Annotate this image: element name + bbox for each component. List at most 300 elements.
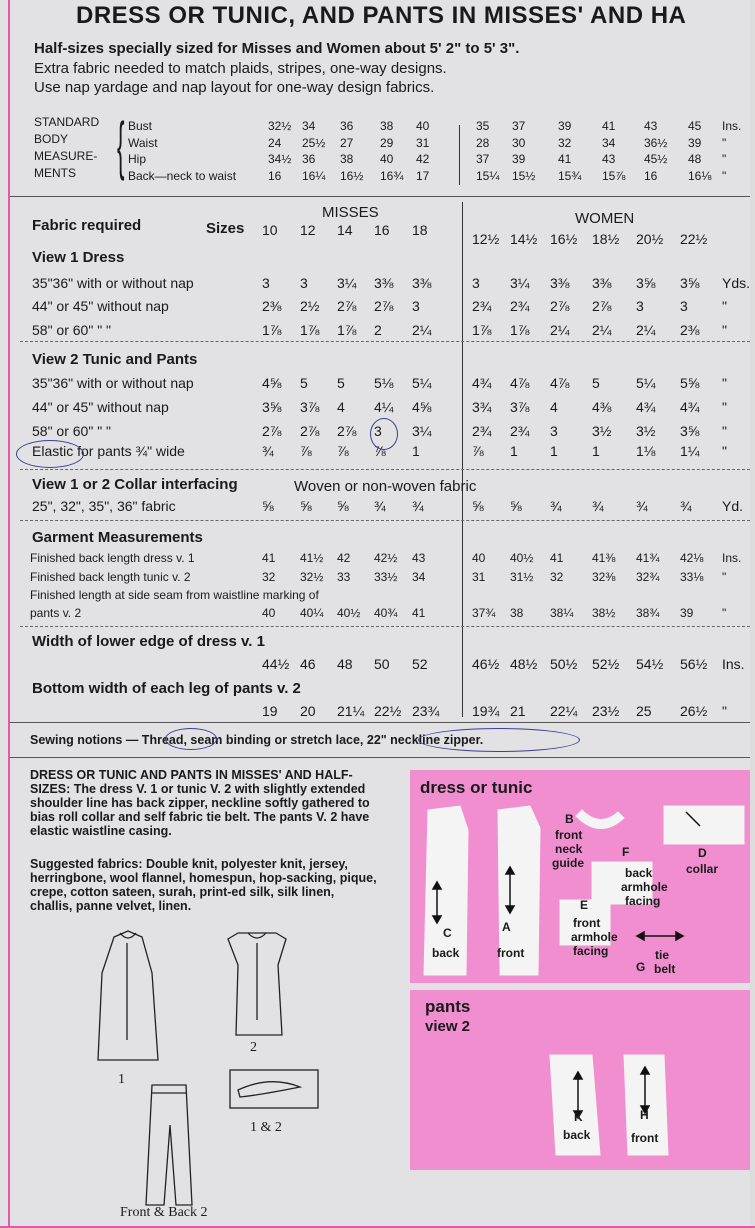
bm-label-2: BODY bbox=[34, 132, 69, 146]
women-value: 2⅜ bbox=[680, 322, 700, 338]
piece-B-name-3: guide bbox=[552, 856, 584, 870]
women-value: 40 bbox=[472, 551, 486, 565]
women-value: 15¾ bbox=[558, 169, 582, 183]
women-value: ¾ bbox=[550, 498, 562, 514]
women-value: 16⅛ bbox=[688, 169, 712, 183]
row-label: Elastic for pants ¾" wide bbox=[32, 443, 185, 459]
piece-G-name-1: tie bbox=[655, 948, 670, 962]
women-value: 39 bbox=[688, 136, 702, 150]
row-label: Waist bbox=[128, 136, 158, 150]
women-value: ¾ bbox=[592, 498, 604, 514]
piece-B-letter: B bbox=[565, 812, 574, 826]
women-value: 2¼ bbox=[550, 322, 570, 338]
women-value: 19¾ bbox=[472, 703, 500, 719]
women-value: 2⅞ bbox=[550, 298, 570, 314]
women-value: 48½ bbox=[510, 656, 538, 672]
pants-pieces-title: pants bbox=[425, 997, 471, 1016]
unit: " bbox=[722, 606, 727, 620]
women-value: 2¾ bbox=[472, 423, 492, 439]
piece-C-name: back bbox=[432, 946, 460, 960]
misses-value: 41 bbox=[412, 606, 426, 620]
misses-value: 5 bbox=[300, 375, 308, 391]
piece-E-name-1: front bbox=[573, 916, 601, 930]
women-value: 3⅞ bbox=[510, 399, 530, 415]
women-value: 45½ bbox=[644, 152, 668, 166]
women-value: 22¼ bbox=[550, 703, 578, 719]
women-value: ¾ bbox=[636, 498, 648, 514]
misses-value: 38 bbox=[340, 152, 354, 166]
misses-value: 4⅝ bbox=[262, 375, 282, 391]
women-size: 20½ bbox=[636, 231, 664, 247]
misses-value: 3¼ bbox=[337, 275, 357, 291]
misses-value: 27 bbox=[340, 136, 354, 150]
women-value: 41 bbox=[550, 551, 564, 565]
women-value: 15½ bbox=[512, 169, 536, 183]
row-label: Hip bbox=[128, 152, 147, 166]
women-value: 39 bbox=[558, 119, 572, 133]
unit: " bbox=[722, 703, 727, 719]
women-value: ⅝ bbox=[472, 498, 484, 514]
misses-value: 43 bbox=[412, 551, 426, 565]
misses-value: 4⅝ bbox=[412, 399, 432, 415]
misses-value: 34 bbox=[302, 119, 316, 133]
misses-value: 3 bbox=[300, 275, 308, 291]
women-value: 38¼ bbox=[550, 606, 574, 620]
misses-value: 4¼ bbox=[374, 399, 394, 415]
misses-value: ¾ bbox=[412, 498, 424, 514]
row-label: 58" or 60" " " bbox=[32, 322, 112, 338]
piece-C-letter: C bbox=[443, 926, 452, 940]
piece-A-letter: A bbox=[502, 920, 511, 934]
misses-value: 24 bbox=[268, 136, 282, 150]
row-label: Bust bbox=[128, 119, 153, 133]
sketch-label-dress: 1 bbox=[118, 1072, 125, 1087]
women-value: 43 bbox=[602, 152, 616, 166]
misses-value: 52 bbox=[412, 656, 428, 672]
rule-7 bbox=[10, 757, 750, 758]
bm-label-4: MENTS bbox=[34, 166, 76, 180]
row-label: Finished back length dress v. 1 bbox=[30, 551, 195, 565]
women-value: 32¾ bbox=[636, 570, 660, 584]
misses-value: 2⅞ bbox=[337, 423, 357, 439]
women-value: 39 bbox=[680, 606, 694, 620]
misses-value: 29 bbox=[380, 136, 394, 150]
misses-value: ¾ bbox=[374, 498, 386, 514]
women-value: 39 bbox=[512, 152, 526, 166]
row-label: pants v. 2 bbox=[30, 606, 82, 620]
misses-value: 20 bbox=[300, 703, 316, 719]
misses-value: 1⅞ bbox=[300, 322, 320, 338]
ink-circle-thread bbox=[165, 728, 217, 750]
misses-value: 16¼ bbox=[302, 169, 326, 183]
women-value: 40½ bbox=[510, 551, 534, 565]
piece-D-name: collar bbox=[686, 862, 719, 876]
women-value: 4⅞ bbox=[510, 375, 530, 391]
women-value: 2⅞ bbox=[592, 298, 612, 314]
row-label: Back—neck to waist bbox=[128, 169, 237, 183]
misses-value: 36 bbox=[340, 119, 354, 133]
misses-size: 12 bbox=[300, 222, 316, 238]
women-value: 41 bbox=[602, 119, 616, 133]
misses-value: 25½ bbox=[302, 136, 326, 150]
misses-value: 3 bbox=[374, 423, 382, 439]
misses-value: 3 bbox=[262, 275, 270, 291]
misses-value: 2¼ bbox=[412, 322, 432, 338]
women-value: 3⅝ bbox=[680, 275, 700, 291]
women-value: 30 bbox=[512, 136, 526, 150]
unit: Ins. bbox=[722, 119, 742, 133]
misses-value: 33 bbox=[337, 570, 351, 584]
misses-women-divider bbox=[462, 202, 463, 717]
misses-value: 44½ bbox=[262, 656, 290, 672]
misses-value: 3⅜ bbox=[412, 275, 432, 291]
misses-value: 1 bbox=[412, 443, 420, 459]
misses-value: 1⅞ bbox=[262, 322, 282, 338]
view1-title: View 1 Dress bbox=[32, 249, 125, 266]
misses-value: 19 bbox=[262, 703, 278, 719]
women-value: 1 bbox=[550, 443, 558, 459]
misses-value: 31 bbox=[416, 136, 430, 150]
women-value: 37 bbox=[476, 152, 490, 166]
misses-value: 42 bbox=[416, 152, 430, 166]
women-value: 3 bbox=[550, 423, 558, 439]
piece-A-name: front bbox=[497, 946, 525, 960]
misses-value: 1⅞ bbox=[337, 322, 357, 338]
misses-value: 38 bbox=[380, 119, 394, 133]
misses-value: 40½ bbox=[337, 606, 361, 620]
bm-label-1: STANDARD bbox=[34, 115, 100, 129]
women-value: 4¾ bbox=[472, 375, 492, 391]
women-value: 25 bbox=[636, 703, 652, 719]
unit: " bbox=[722, 322, 727, 338]
piece-F-name-1: back bbox=[625, 866, 653, 880]
misses-size: 18 bbox=[412, 222, 428, 238]
misses-value: 22½ bbox=[374, 703, 402, 719]
collar-subtitle: Woven or non-woven fabric bbox=[294, 478, 477, 495]
women-value: 33⅛ bbox=[680, 570, 704, 584]
women-label: WOMEN bbox=[575, 210, 635, 227]
misses-value: ⅞ bbox=[337, 443, 349, 459]
women-size: 16½ bbox=[550, 231, 578, 247]
piece-E-name-3: facing bbox=[573, 944, 609, 958]
sketch-label-tunic: 2 bbox=[250, 1040, 257, 1055]
unit: " bbox=[722, 423, 727, 439]
women-value: 5 bbox=[592, 375, 600, 391]
women-value: 3⅝ bbox=[680, 423, 700, 439]
misses-value: 32½ bbox=[268, 119, 292, 133]
rule-5 bbox=[20, 626, 750, 627]
women-value: 31 bbox=[472, 570, 486, 584]
women-value: 3¼ bbox=[510, 275, 530, 291]
women-value: 34 bbox=[602, 136, 616, 150]
unit: " bbox=[722, 570, 727, 584]
piece-D-letter: D bbox=[698, 846, 707, 860]
women-value: 15¼ bbox=[476, 169, 500, 183]
unit: Yd. bbox=[722, 498, 744, 514]
misses-value: 5 bbox=[337, 375, 345, 391]
women-value: 3 bbox=[472, 275, 480, 291]
misses-value: 33½ bbox=[374, 570, 398, 584]
unit: Ins. bbox=[722, 656, 745, 672]
women-value: 2¼ bbox=[592, 322, 612, 338]
women-value: 41⅜ bbox=[592, 551, 616, 565]
misses-value: 36 bbox=[302, 152, 316, 166]
brace: { bbox=[116, 109, 125, 181]
women-value: 23½ bbox=[592, 703, 620, 719]
women-value: 38½ bbox=[592, 606, 616, 620]
misses-size: 10 bbox=[262, 222, 278, 238]
width-title: Width of lower edge of dress v. 1 bbox=[32, 633, 265, 650]
misses-value: ⅞ bbox=[374, 443, 386, 459]
row-label: 44" or 45" without nap bbox=[32, 399, 169, 415]
ink-circle-elastic bbox=[16, 440, 84, 468]
misses-value: 2⅜ bbox=[262, 298, 282, 314]
row-label: 35"36" with or without nap bbox=[32, 375, 194, 391]
misses-value: 46 bbox=[300, 656, 316, 672]
left-pink-edge bbox=[8, 0, 10, 1228]
women-value: 3½ bbox=[636, 423, 656, 439]
piece-K-name: back bbox=[563, 1128, 591, 1142]
sizes-label: Sizes bbox=[206, 220, 245, 237]
misses-value: 2⅞ bbox=[262, 423, 282, 439]
women-value: 36½ bbox=[644, 136, 668, 150]
women-value: 1¼ bbox=[680, 443, 700, 459]
misses-value: ⅝ bbox=[262, 498, 274, 514]
women-value: 3⅜ bbox=[592, 275, 612, 291]
misses-value: 3¼ bbox=[412, 423, 432, 439]
unit: " bbox=[722, 375, 727, 391]
piece-H-letter: H bbox=[640, 1108, 649, 1122]
women-value: 4¾ bbox=[636, 399, 656, 415]
misses-value: 32 bbox=[262, 570, 276, 584]
misses-value: 48 bbox=[337, 656, 353, 672]
misses-value: 2⅞ bbox=[337, 298, 357, 314]
rule-4 bbox=[20, 520, 750, 521]
women-value: 56½ bbox=[680, 656, 708, 672]
misses-value: 5¼ bbox=[412, 375, 432, 391]
collar-title: View 1 or 2 Collar interfacing bbox=[32, 476, 238, 493]
misses-value: 50 bbox=[374, 656, 390, 672]
women-value: 2¼ bbox=[636, 322, 656, 338]
unit: " bbox=[722, 399, 727, 415]
misses-value: 41½ bbox=[300, 551, 324, 565]
piece-B-name-1: front bbox=[555, 828, 583, 842]
misses-value: 32½ bbox=[300, 570, 324, 584]
dress-pieces-title: dress or tunic bbox=[420, 778, 533, 797]
women-value: 3 bbox=[636, 298, 644, 314]
women-value: 16 bbox=[644, 169, 658, 183]
misses-value: 2 bbox=[374, 322, 382, 338]
women-value: 15⅞ bbox=[602, 169, 626, 183]
row-label: Finished length at side seam from waistline marking of bbox=[30, 588, 319, 602]
women-value: 32 bbox=[550, 570, 564, 584]
women-value: 28 bbox=[476, 136, 490, 150]
women-size: 22½ bbox=[680, 231, 708, 247]
misses-value: 34½ bbox=[268, 152, 292, 166]
garment-sketches bbox=[90, 925, 390, 1225]
misses-value: 42½ bbox=[374, 551, 398, 565]
women-value: 31½ bbox=[510, 570, 534, 584]
women-value: 4 bbox=[550, 399, 558, 415]
women-value: 21 bbox=[510, 703, 526, 719]
women-size: 14½ bbox=[510, 231, 538, 247]
misses-size: 14 bbox=[337, 222, 353, 238]
women-value: 42⅛ bbox=[680, 551, 704, 565]
misses-value: 2½ bbox=[300, 298, 320, 314]
unit: " bbox=[722, 443, 727, 459]
misses-value: 16½ bbox=[340, 169, 364, 183]
misses-value: 2⅞ bbox=[300, 423, 320, 439]
women-value: 48 bbox=[688, 152, 702, 166]
misses-value: 2⅞ bbox=[374, 298, 394, 314]
misses-size: 16 bbox=[374, 222, 390, 238]
rule-2 bbox=[20, 341, 750, 342]
unit: " bbox=[722, 152, 727, 166]
rule-3 bbox=[20, 469, 750, 470]
women-value: 32⅜ bbox=[592, 570, 616, 584]
misses-value: 23¾ bbox=[412, 703, 440, 719]
page-title: DRESS OR TUNIC, AND PANTS IN MISSES' AND HA bbox=[76, 2, 687, 29]
piece-F-name-2: armhole bbox=[621, 880, 668, 894]
misses-value: 34 bbox=[412, 570, 426, 584]
piece-H-name: front bbox=[631, 1131, 659, 1145]
misses-value: 3⅞ bbox=[300, 399, 320, 415]
piece-F-name-3: facing bbox=[625, 894, 661, 908]
piece-K-letter: K bbox=[574, 1110, 583, 1124]
unit: " bbox=[722, 169, 727, 183]
misses-value: ⅞ bbox=[300, 443, 312, 459]
ink-circle-size16 bbox=[370, 418, 398, 450]
piece-G-letter: G bbox=[636, 960, 646, 974]
note-nap: Use nap yardage and nap layout for one-way design fabrics. bbox=[34, 79, 435, 96]
women-value: 37 bbox=[512, 119, 526, 133]
misses-value: 40¼ bbox=[300, 606, 324, 620]
misses-value: 16¾ bbox=[380, 169, 404, 183]
rule-1 bbox=[10, 196, 750, 197]
piece-B-name-2: neck bbox=[555, 842, 583, 856]
women-value: 3⅝ bbox=[636, 275, 656, 291]
misses-value: 16 bbox=[268, 169, 282, 183]
misses-value: 3 bbox=[412, 298, 420, 314]
women-value: 3¾ bbox=[472, 399, 492, 415]
misses-value: 40 bbox=[380, 152, 394, 166]
women-value: 26½ bbox=[680, 703, 708, 719]
ink-circle-zipper bbox=[418, 728, 580, 752]
women-value: ⅞ bbox=[472, 443, 484, 459]
women-value: 3½ bbox=[592, 423, 612, 439]
women-value: 52½ bbox=[592, 656, 620, 672]
women-value: 38 bbox=[510, 606, 524, 620]
suggested-fabrics: Suggested fabrics: Double knit, polyester knit, jersey, herringbone, wool flannel, homespun, hop-sacking, pique, crepe, cotton sateen, surah, print-ed silk, silk linen, challis, panne velvet, linen. bbox=[30, 857, 377, 913]
women-value: 4⅜ bbox=[592, 399, 612, 415]
women-value: 5⅝ bbox=[680, 375, 700, 391]
misses-value: 3⅝ bbox=[262, 399, 282, 415]
women-value: 4¾ bbox=[680, 399, 700, 415]
piece-E-letter: E bbox=[580, 898, 589, 912]
women-value: 5¼ bbox=[636, 375, 656, 391]
misses-value: 4 bbox=[337, 399, 345, 415]
row-label: 25", 32", 35", 36" fabric bbox=[32, 498, 176, 514]
women-value: 41¾ bbox=[636, 551, 660, 565]
sketch-label-pants: Front & Back 2 bbox=[120, 1205, 208, 1220]
unit: " bbox=[722, 298, 727, 314]
piece-F-letter: F bbox=[622, 845, 630, 859]
unit: Ins. bbox=[722, 551, 742, 565]
bm-divider bbox=[459, 125, 460, 185]
misses-value: 3⅜ bbox=[374, 275, 394, 291]
misses-label: MISSES bbox=[322, 204, 379, 221]
women-value: 35 bbox=[476, 119, 490, 133]
women-value: ¾ bbox=[680, 498, 692, 514]
subtitle: Half-sizes specially sized for Misses and Women about 5' 2" to 5' 3". bbox=[34, 40, 520, 57]
misses-value: ⅝ bbox=[300, 498, 312, 514]
row-label: 44" or 45" without nap bbox=[32, 298, 169, 314]
women-value: 1⅞ bbox=[472, 322, 492, 338]
garment-title: Garment Measurements bbox=[32, 529, 203, 546]
misses-value: 40¾ bbox=[374, 606, 398, 620]
unit: " bbox=[722, 136, 727, 150]
unit: Yds. bbox=[722, 275, 751, 291]
piece-G-name-2: belt bbox=[654, 962, 676, 976]
women-value: ⅝ bbox=[510, 498, 522, 514]
pants-pieces-subtitle: view 2 bbox=[425, 1018, 471, 1035]
women-size: 12½ bbox=[472, 231, 500, 247]
women-value: 32 bbox=[558, 136, 572, 150]
women-value: 50½ bbox=[550, 656, 578, 672]
row-label: 35"36" with or without nap bbox=[32, 275, 194, 291]
misses-value: 40 bbox=[416, 119, 430, 133]
rule-6 bbox=[10, 722, 750, 723]
women-value: 2¾ bbox=[472, 298, 492, 314]
women-value: 4⅞ bbox=[550, 375, 570, 391]
women-value: 38¾ bbox=[636, 606, 660, 620]
misses-value: ⅝ bbox=[337, 498, 349, 514]
misses-value: ¾ bbox=[262, 443, 274, 459]
misses-value: 17 bbox=[416, 169, 430, 183]
women-value: 45 bbox=[688, 119, 702, 133]
women-value: 37¾ bbox=[472, 606, 496, 620]
women-value: 2¾ bbox=[510, 298, 530, 314]
piece-E-name-2: armhole bbox=[571, 930, 618, 944]
women-value: 3 bbox=[680, 298, 688, 314]
fabric-required-label: Fabric required bbox=[32, 217, 142, 234]
bm-label-3: MEASURE- bbox=[34, 149, 98, 163]
misses-value: 5⅛ bbox=[374, 375, 394, 391]
women-size: 18½ bbox=[592, 231, 620, 247]
misses-value: 42 bbox=[337, 551, 351, 565]
misses-value: 21¼ bbox=[337, 703, 365, 719]
misses-value: 41 bbox=[262, 551, 276, 565]
women-value: 41 bbox=[558, 152, 572, 166]
women-value: 2¾ bbox=[510, 423, 530, 439]
women-value: 3⅜ bbox=[550, 275, 570, 291]
sketch-label-belt: 1 & 2 bbox=[250, 1120, 282, 1135]
bottom-title: Bottom width of each leg of pants v. 2 bbox=[32, 680, 301, 697]
sewing-notions: Sewing notions — Thread, seam binding or stretch lace, 22" neckline zipper. bbox=[30, 733, 484, 747]
women-value: 46½ bbox=[472, 656, 500, 672]
view2-title: View 2 Tunic and Pants bbox=[32, 351, 198, 368]
row-label: 58" or 60" " " bbox=[32, 423, 112, 439]
women-value: 1 bbox=[592, 443, 600, 459]
women-value: 1⅞ bbox=[510, 322, 530, 338]
women-value: 43 bbox=[644, 119, 658, 133]
note-plaids: Extra fabric needed to match plaids, stripes, one-way designs. bbox=[34, 60, 447, 77]
misses-value: 40 bbox=[262, 606, 276, 620]
women-value: 54½ bbox=[636, 656, 664, 672]
women-value: 1⅛ bbox=[636, 443, 656, 459]
description: DRESS OR TUNIC AND PANTS IN MISSES' AND HALF-SIZES: The dress V. 1 or tunic V. 2 with slightly extended shoulder line has back zipper, neckline softly gathered to bias roll collar and self fabric tie belt. The pants V. 2 have elastic waistline casing. bbox=[30, 768, 370, 838]
row-label: Finished back length tunic v. 2 bbox=[30, 570, 191, 584]
